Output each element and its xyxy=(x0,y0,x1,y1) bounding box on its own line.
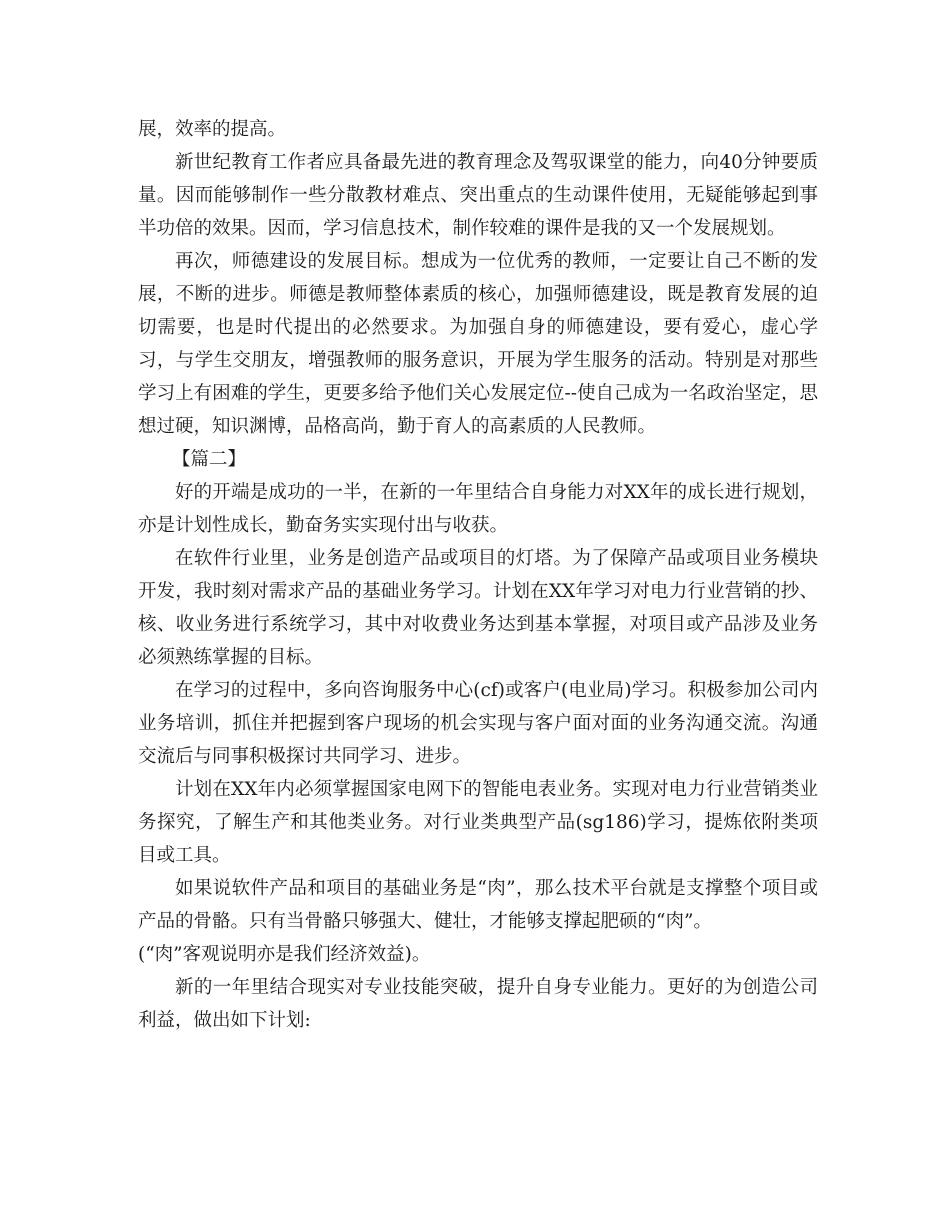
paragraph-1: 展，效率的提高。 xyxy=(138,119,287,140)
paragraph-8: 如果说软件产品和项目的基础业务是“肉”，那么技术平台就是支撑整个项目或产品的骨骼。只有当骨骼只够强大、健壮，才能够支撑起肥硕的“肉”。 xyxy=(138,878,818,932)
paragraph-2: 新世纪教育工作者应具备最先进的教育理念及驾驭课堂的能力，向40分钟要质量。因而能够制作一些分散教材难点、突出重点的生动课件使用，无疑能够起到事半功倍的效果。因而，学习信息技术，制作较难的课件是我的又一个发展规划。 xyxy=(138,152,818,239)
section-heading-part-two: 【篇二】 xyxy=(172,449,247,470)
paragraph-7: 计划在XX年内必须掌握国家电网下的智能电表业务。实现对电力行业营销类业务探究，了解生产和其他类业务。对行业类典型产品(sg186)学习，提炼依附类项目或工具。 xyxy=(138,779,818,866)
paragraph-5: 在软件行业里，业务是创造产品或项目的灯塔。为了保障产品或项目业务模块开发，我时刻对需求产品的基础业务学习。计划在XX年学习对电力行业营销的抄、核、收业务进行系统学习，其中对收费业务达到基本掌握，对项目或产品涉及业务必须熟练掌握的目标。 xyxy=(138,548,818,668)
paragraph-4: 好的开端是成功的一半，在新的一年里结合自身能力对XX年的成长进行规划，亦是计划性成长，勤奋务实实现付出与收获。 xyxy=(138,482,818,536)
paragraph-6: 在学习的过程中，多向咨询服务中心(cf)或客户(电业局)学习。积极参加公司内业务培训，抓住并把握到客户现场的机会实现与客户面对面的业务沟通交流。沟通交流后与同事积极探讨共同学习、进步。 xyxy=(138,680,818,767)
paragraph-9: (“肉”客观说明亦是我们经济效益)。 xyxy=(138,944,431,965)
paragraph-10: 新的一年里结合现实对专业技能突破，提升自身专业能力。更好的为创造公司利益，做出如下计划: xyxy=(138,977,818,1031)
paragraph-3: 再次，师德建设的发展目标。想成为一位优秀的教师，一定要让自己不断的发展，不断的进步。师德是教师整体素质的核心，加强师德建设，既是教育发展的迫切需要，也是时代提出的必然要求。为加强自身的师德建设，要有爱心，虚心学习，与学生交朋友，增强教师的服务意识，开展为学生服务的活动。特别是对那些学习上有困难的学生，更要多给予他们关心发展定位--使自己成为一名政治坚定，思想过硬，知识渊博，品格高尚，勤于育人的高素质的人民教师。 xyxy=(138,251,818,437)
document-body xyxy=(138,113,818,1037)
